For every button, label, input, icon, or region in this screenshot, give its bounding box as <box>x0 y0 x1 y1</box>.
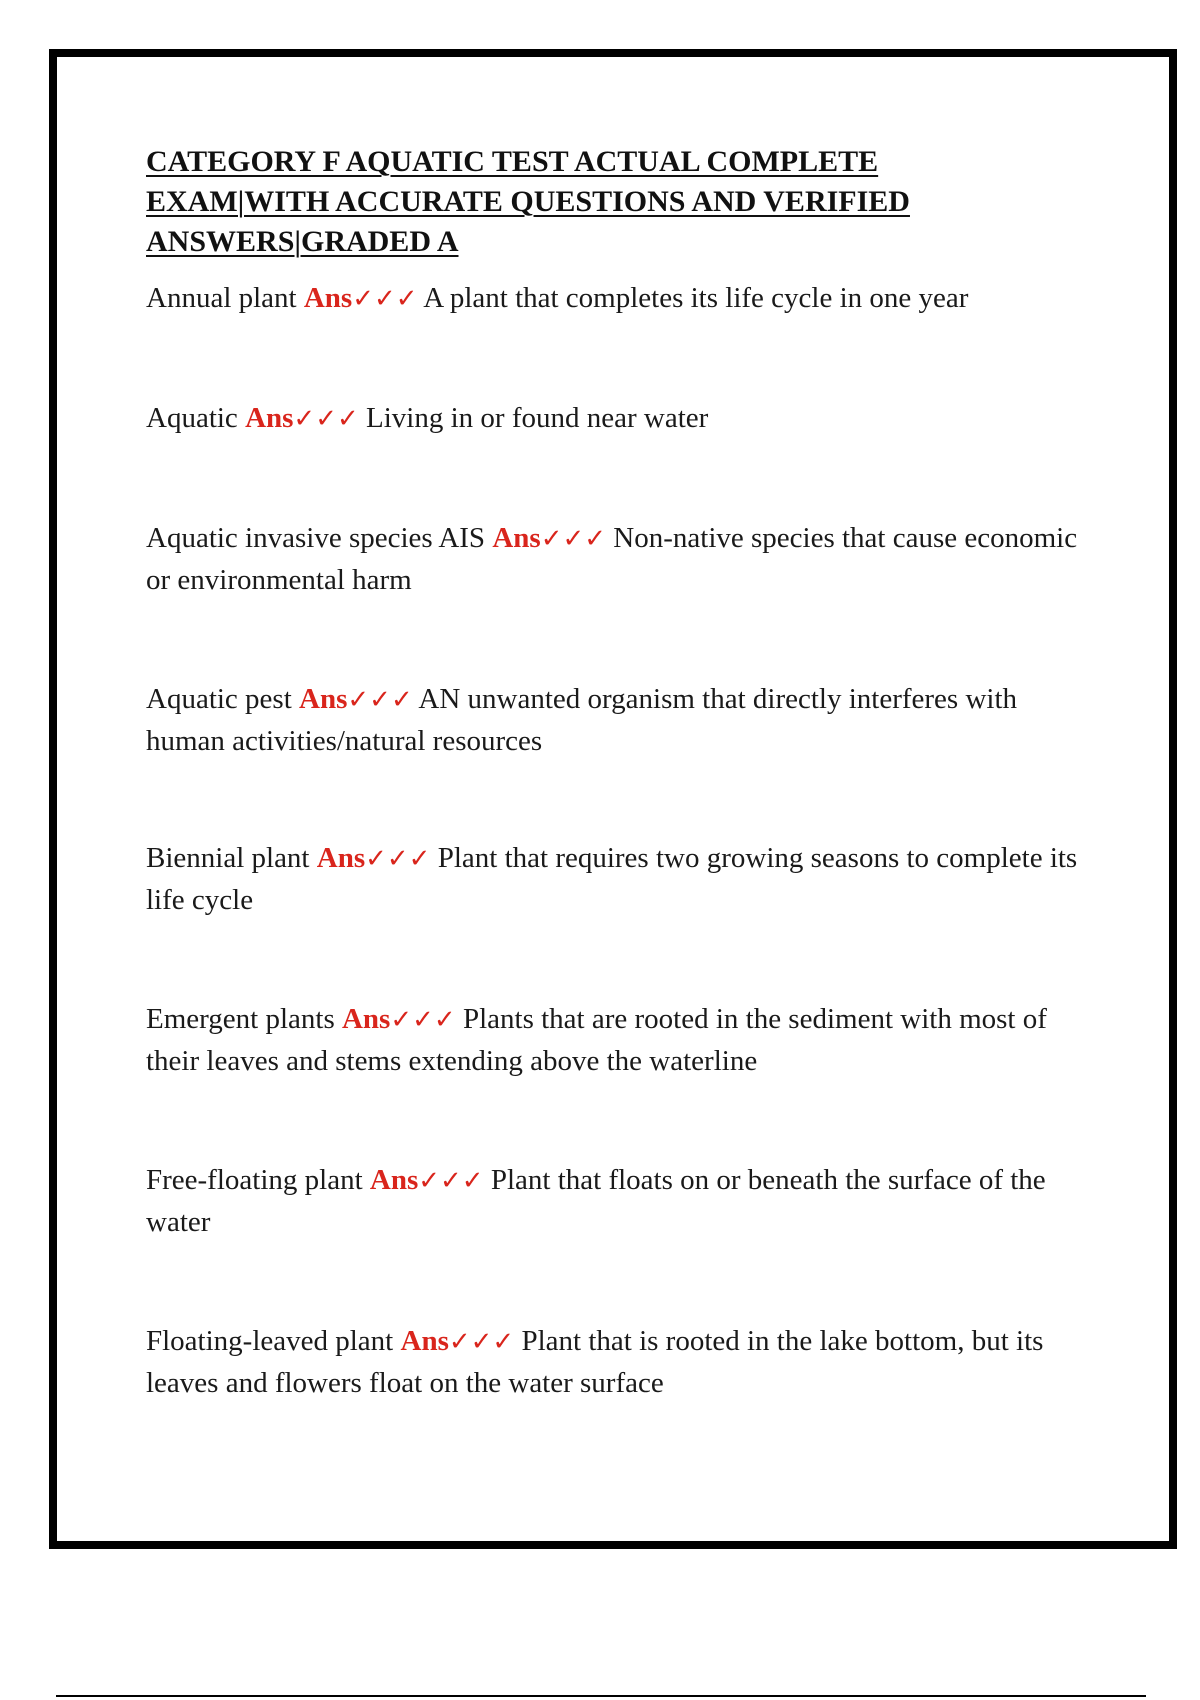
entry-definition: Plant that floats on or beneath the surface of the water <box>146 1164 1046 1238</box>
answer-label: Ans <box>299 683 348 715</box>
check-marks-icon: ✓✓✓ <box>390 1005 456 1035</box>
entry-term: Aquatic pest <box>146 683 292 715</box>
entry-definition: Plant that requires two growing seasons to complete its life cycle <box>146 842 1078 916</box>
entry-biennial-plant <box>146 838 1086 921</box>
entry-definition: Living in or found near water <box>366 402 709 434</box>
entry-emergent-plants <box>146 999 1086 1082</box>
entry-term: Aquatic <box>146 402 238 434</box>
entry-free-floating-plant <box>146 1160 1086 1243</box>
answer-label: Ans <box>341 1003 391 1035</box>
entry-aquatic <box>146 398 1086 440</box>
entry-definition: Non-native species that cause economic or environmental harm <box>146 522 1078 596</box>
entry-definition: AN unwanted organism that directly interferes with human activities/natural resources <box>146 683 1018 757</box>
answer-label: Ans <box>492 522 541 554</box>
answer-label: Ans <box>303 282 353 314</box>
title-line-1: CATEGORY F AQUATIC TEST ACTUAL COMPLETE <box>146 145 879 178</box>
answer-label: Ans <box>369 1164 419 1196</box>
entry-annual-plant <box>146 278 1086 320</box>
entry-aquatic-invasive-species <box>146 518 1086 601</box>
check-marks-icon: ✓✓✓ <box>365 844 431 874</box>
answer-label: Ans <box>400 1325 449 1357</box>
check-marks-icon: ✓✓✓ <box>540 524 607 554</box>
document-body <box>146 142 1086 1404</box>
entry-term: Biennial plant <box>146 842 310 874</box>
bottom-divider <box>56 1695 1146 1697</box>
entry-term: Emergent plants <box>146 1003 335 1035</box>
check-marks-icon: ✓✓✓ <box>448 1327 515 1357</box>
entry-term: Free-floating plant <box>146 1164 363 1196</box>
entry-definition: A plant that completes its life cycle in one year <box>423 282 969 314</box>
check-marks-icon: ✓✓✓ <box>352 284 418 314</box>
check-marks-icon: ✓✓✓ <box>293 404 359 434</box>
entry-definition: Plant that is rooted in the lake bottom, but its leaves and flowers float on the water surface <box>146 1325 1044 1399</box>
entry-term: Aquatic invasive species AIS <box>146 522 486 554</box>
title-line-2: EXAM|WITH ACCURATE QUESTIONS AND VERIFIED <box>146 185 910 218</box>
entry-term: Annual plant <box>146 282 297 314</box>
entry-aquatic-pest <box>146 679 1086 762</box>
answer-label: Ans <box>316 842 366 874</box>
entry-floating-leaved-plant <box>146 1321 1086 1404</box>
entry-term: Floating-leaved plant <box>146 1325 394 1357</box>
title-line-3: ANSWERS|GRADED A <box>146 225 459 258</box>
entry-definition: Plants that are rooted in the sediment with most of their leaves and stems extending above the waterline <box>146 1003 1047 1077</box>
answer-label: Ans <box>245 402 294 434</box>
check-marks-icon: ✓✓✓ <box>347 685 413 715</box>
check-marks-icon: ✓✓✓ <box>418 1166 484 1196</box>
document-title <box>146 142 1086 262</box>
